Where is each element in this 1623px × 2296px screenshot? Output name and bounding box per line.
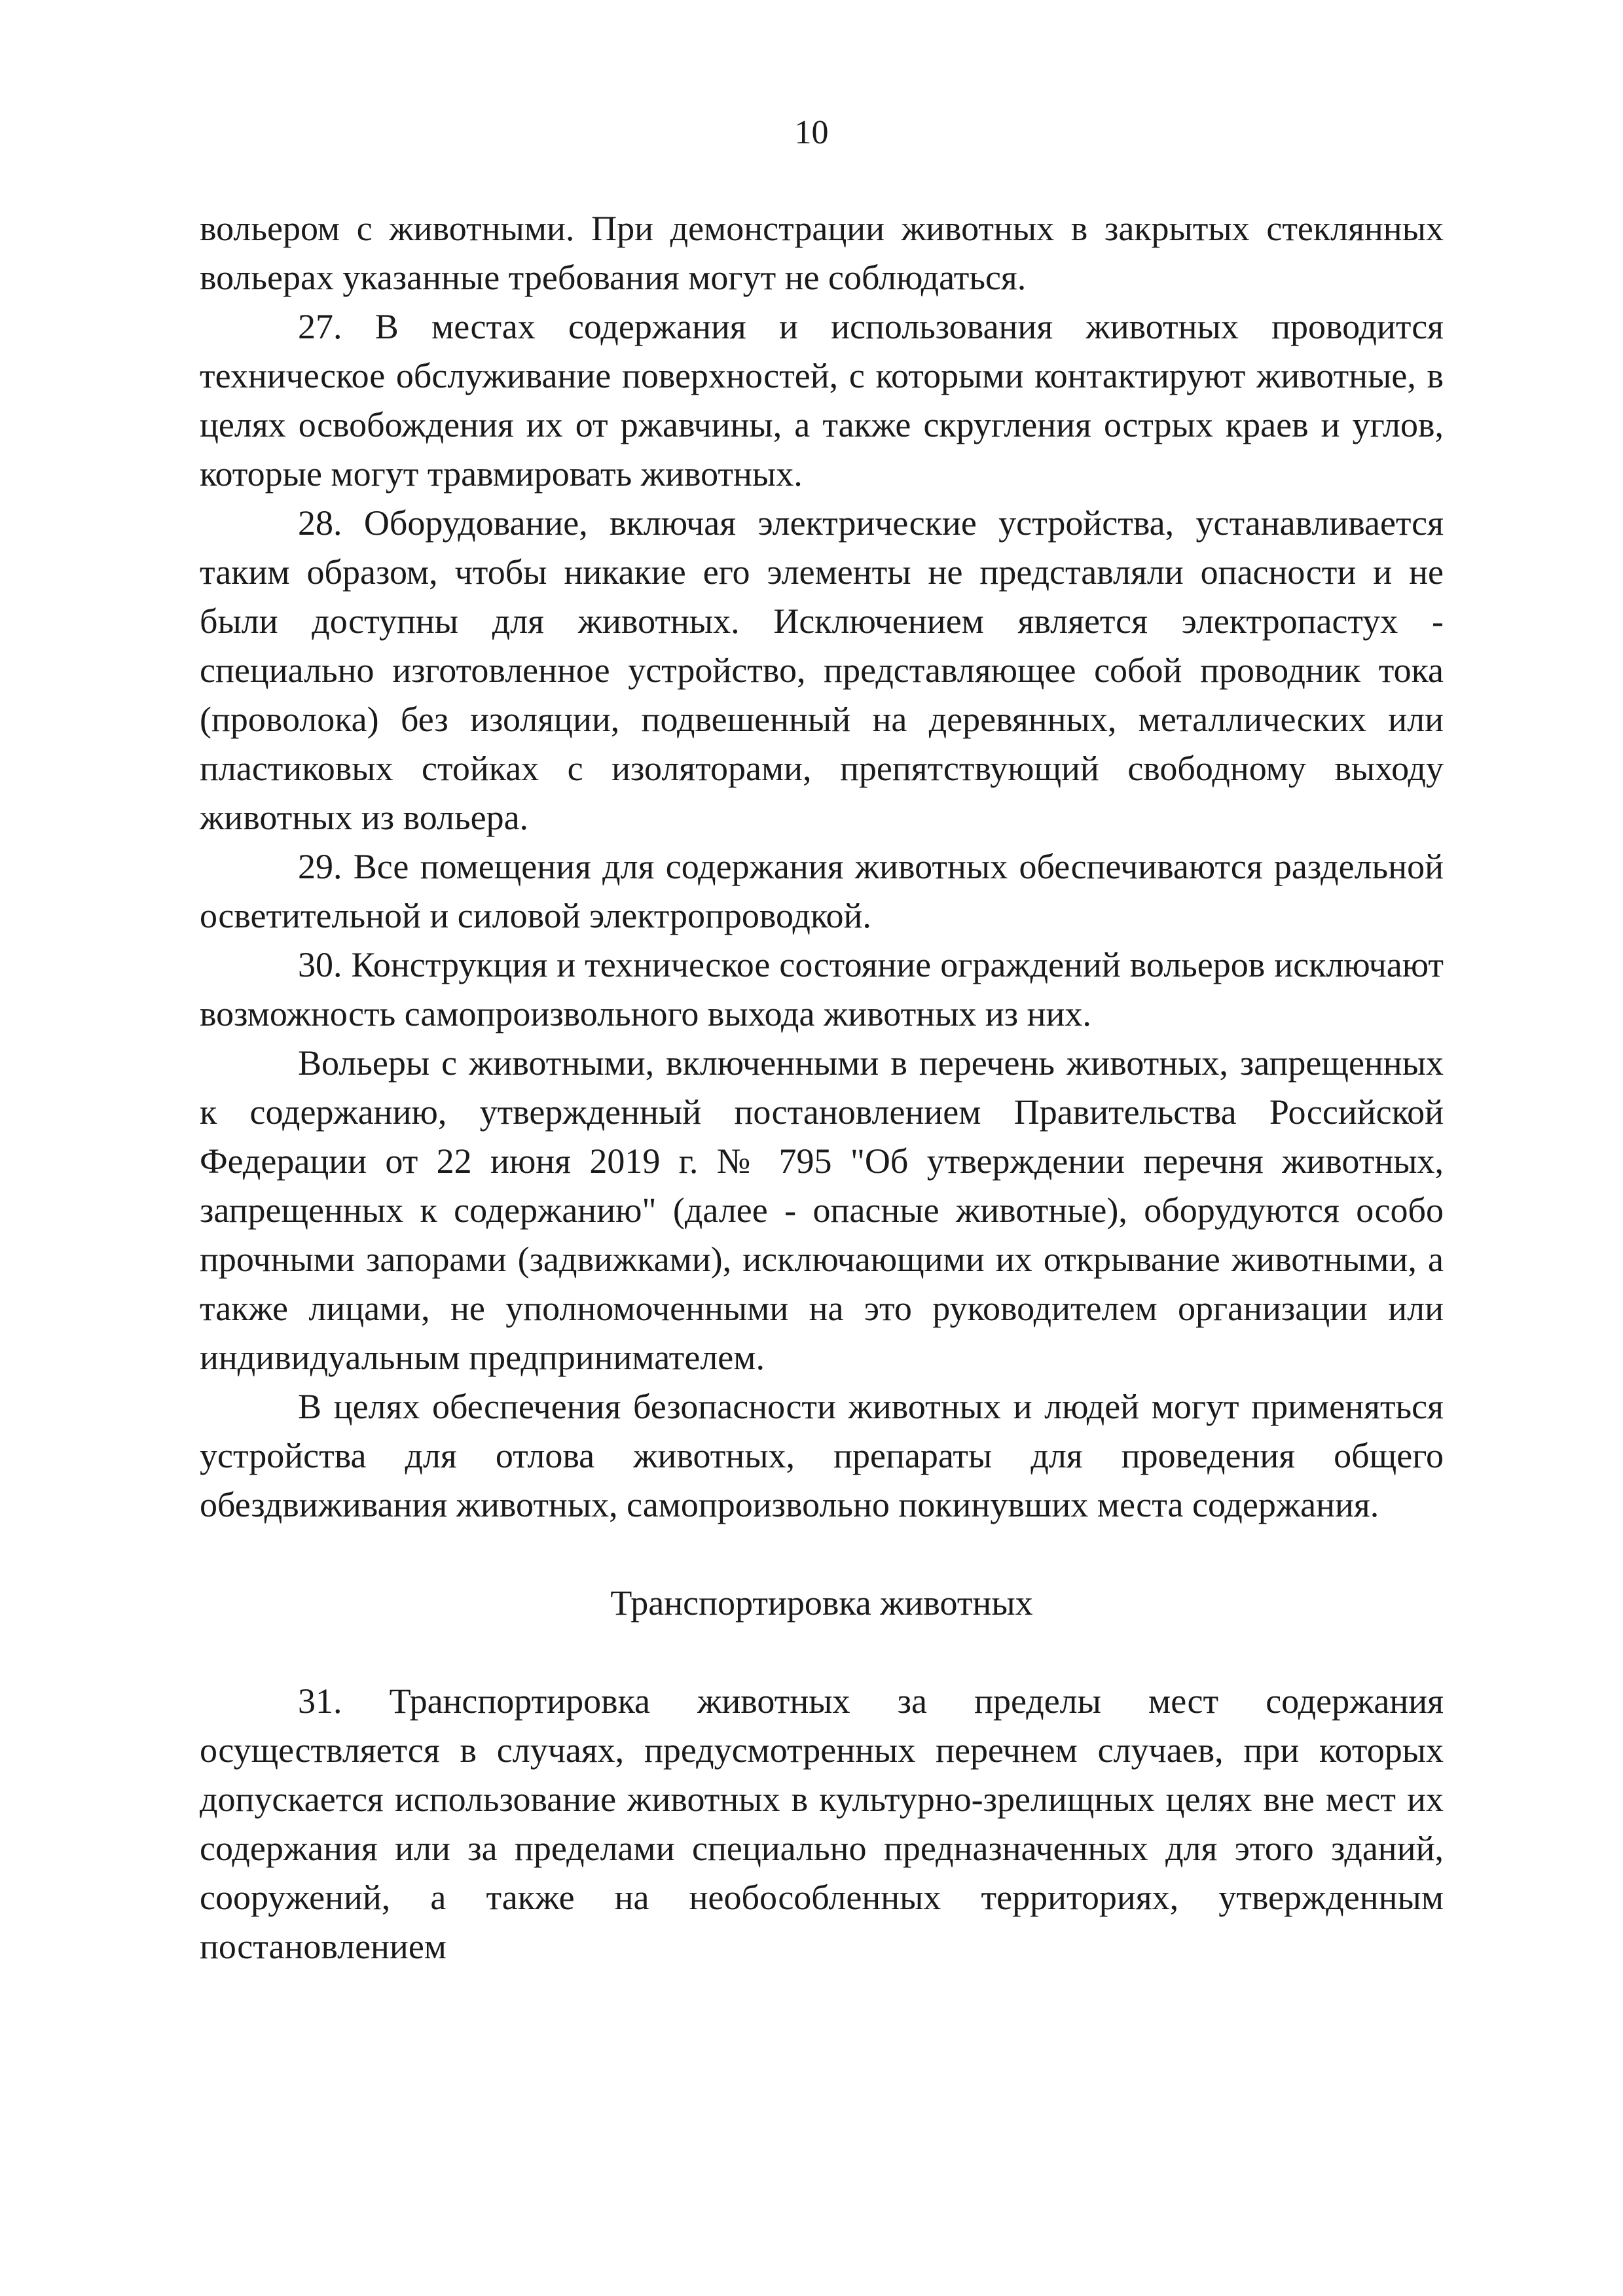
paragraph-30-enclosures: Вольеры с животными, включенными в перечень животных, запрещенных к содержанию, утвержденный постановлением Правительства Российской Федерации от 22 июня 2019 г. № 795 "Об утверждении перечня животных, запрещенных к содержанию" (далее - опасные животные), оборудуются особо прочными запорами (задвижками), исключающими их открывание животными, а также лицами, не уполномоченными на это руководителем организации или индивидуальным предпринимателем. xyxy=(200,1043,1444,1377)
paragraph-29: 29. Все помещения для содержания животных обеспечиваются раздельной осветительной и силовой электропроводкой. xyxy=(200,847,1444,935)
document-body xyxy=(200,204,1444,1971)
paragraph-28: 28. Оборудование, включая электрические устройства, устанавливается таким образом, чтобы никакие его элементы не представляли опасности и не были доступны для животных. Исключением является электропастух - специально изготовленное устройство, представляющее собой проводник тока (проволока) без изоляции, подвешенный на деревянных, металлических или пластиковых стойках с изоляторами, препятствующий свободному выходу животных из вольера. xyxy=(200,503,1444,837)
paragraph-continuation: вольером с животными. При демонстрации животных в закрытых стеклянных вольерах указанные требования могут не соблюдаться. xyxy=(200,209,1444,297)
paragraph-30: 30. Конструкция и техническое состояние ограждений вольеров исключают возможность самопроизвольного выхода животных из них. xyxy=(200,945,1444,1033)
paragraph-27: 27. В местах содержания и использования животных проводится техническое обслуживание поверхностей, с которыми контактируют животные, в целях освобождения их от ржавчины, а также скругления острых краев и углов, которые могут травмировать животных. xyxy=(200,307,1444,493)
paragraph-30-safety: В целях обеспечения безопасности животных и людей могут применяться устройства для отлова животных, препараты для проведения общего обездвиживания животных, самопроизвольно покинувших места содержания. xyxy=(200,1387,1444,1524)
paragraph-31: 31. Транспортировка животных за пределы мест содержания осуществляется в случаях, предусмотренных перечнем случаев, при которых допускается использование животных в культурно-зрелищных целях вне мест их содержания или за пределами специально предназначенных для этого зданий, сооружений, а также на необособленных территориях, утвержденным постановлением xyxy=(200,1681,1444,1966)
page-number: 10 xyxy=(794,114,829,151)
section-heading: Транспортировка животных xyxy=(610,1583,1033,1623)
